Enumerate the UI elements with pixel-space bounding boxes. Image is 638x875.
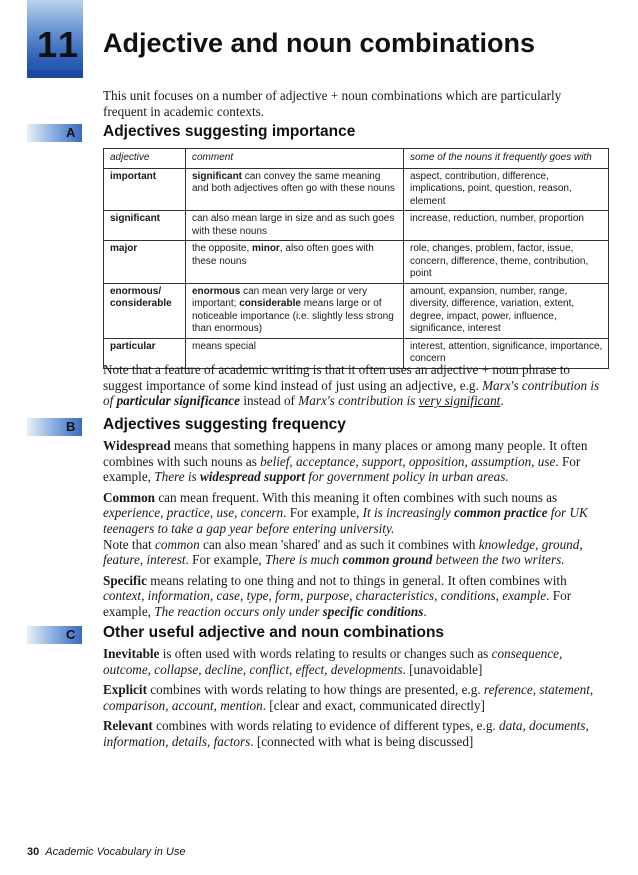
text-run: is often used with words relating to results or changes such as: [159, 646, 492, 661]
table-cell-adjective: particular: [104, 338, 186, 368]
page-number: 30: [27, 846, 40, 858]
unit-badge-bar: [27, 70, 83, 78]
section-a-title: Adjectives suggesting importance: [103, 123, 356, 140]
text-run: instead of: [240, 393, 299, 409]
italic-run: between the two writers.: [432, 552, 565, 568]
text-run: means that something happens in many places or among many people. It often combines with such nouns as: [103, 438, 588, 469]
text-run: . For example,: [103, 588, 572, 619]
text-run: . For example,: [185, 552, 266, 568]
italic-run: There is much: [265, 552, 343, 568]
bold-italic-run: common practice: [454, 505, 548, 521]
text-run: . [unavoidable]: [402, 661, 483, 677]
table-cell-comment: [186, 283, 404, 338]
comment-text: can convey the same meaning and both adjectives often go with these nouns: [192, 170, 395, 194]
table-header-comment: comment: [186, 149, 404, 169]
italic-run: context, information, case, type, form, purpose, characteristics, conditions, example: [103, 588, 547, 604]
comment-keyword: significant: [192, 170, 243, 182]
comment-keyword: minor: [252, 243, 280, 254]
table-cell-adjective: significant: [104, 211, 186, 241]
table-cell-nouns: interest, attention, significance, importance, concern: [404, 338, 609, 368]
common-paragraph: [103, 490, 608, 537]
comment-text: can mean very large or very important;: [192, 285, 368, 309]
adjective-table: [103, 148, 609, 369]
inevitable-paragraph: [103, 646, 608, 677]
widespread-paragraph: [103, 438, 608, 485]
table-cell-comment: means special: [186, 338, 404, 368]
table-row: [104, 241, 609, 284]
text-run: means relating to one thing and not to things in general. It often combines with: [146, 572, 567, 588]
text-run: . For example,: [283, 505, 363, 521]
table-cell-nouns: role, changes, problem, factor, issue, concern, difference, theme, contribution, point: [404, 241, 609, 284]
section-a-letter: A: [66, 125, 76, 140]
bold-italic-run: specific conditions: [322, 603, 424, 619]
text-run: .: [423, 603, 427, 619]
unit-title: Adjective and noun combinations: [103, 28, 536, 58]
italic-run: knowledge, ground, feature, interest: [103, 536, 583, 568]
italic-run: experience, practice, use, concern: [103, 505, 284, 521]
italic-run: common: [155, 536, 200, 552]
italic-run: for UK teenagers to take a gap year before entering university.: [103, 505, 588, 536]
comment-keyword: enormous: [192, 285, 241, 297]
specific-paragraph: [103, 573, 608, 620]
explicit-paragraph: [103, 682, 608, 713]
bold-italic-run: particular significance: [116, 393, 241, 409]
italic-run: Marx's contribution is: [298, 393, 419, 409]
book-title: Academic Vocabulary in Use: [45, 846, 186, 858]
italic-run: There is: [154, 469, 200, 485]
text-run: combines with words relating to how things are presented, e.g.: [146, 682, 484, 698]
comment-text: means large or of noticeable importance (i.e. slightly less strong than enormous): [192, 298, 394, 334]
comment-text: , also often goes with these nouns: [192, 243, 374, 267]
table-row: [104, 168, 609, 211]
underlined-run: very significant: [418, 393, 501, 409]
italic-run: The reaction occurs only under: [154, 603, 323, 619]
unit-number: 11: [37, 24, 82, 65]
italic-run: belief, acceptance, support, opposition, assumption, use: [260, 453, 556, 469]
italic-run: data, documents, information, details, factors: [103, 718, 589, 749]
bold-italic-run: widespread support: [199, 469, 306, 485]
italic-run: Marx's contribution is of: [103, 377, 600, 409]
term: Widespread: [103, 438, 171, 453]
comment-text: the opposite,: [192, 243, 253, 254]
table-cell-nouns: aspect, contribution, difference, implications, point, question, reason, element: [404, 168, 609, 211]
section-c-body: [103, 646, 608, 755]
text-run: . For example,: [103, 453, 581, 485]
bold-italic-run: common ground: [342, 552, 433, 568]
table-header-nouns: some of the nouns it frequently goes with: [404, 149, 609, 169]
text-run: . [clear and exact, communicated directly]: [262, 697, 485, 713]
text-run: .: [500, 393, 504, 409]
section-c-title: Other useful adjective and noun combinations: [103, 624, 445, 641]
table-cell-adjective: important: [104, 168, 186, 211]
table-cell-nouns: amount, expansion, number, range, diversity, difference, variation, extent, degree, impact, power, influence, significance, interest: [404, 283, 609, 338]
text-run: . [connected with what is being discussed]: [250, 733, 474, 749]
table-cell-nouns: increase, reduction, number, proportion: [404, 211, 609, 241]
text-run: combines with words relating to evidence of different types, e.g.: [152, 718, 500, 734]
common-note-paragraph: [103, 537, 608, 568]
section-c-letter: C: [66, 627, 76, 642]
page-footer: [27, 846, 185, 858]
unit-intro: This unit focuses on a number of adjective + noun combinations which are particularly frequent in academic contexts.: [103, 88, 562, 119]
table-row: [104, 211, 609, 241]
italic-run: It is increasingly: [362, 505, 455, 521]
italic-run: consequence, outcome, collapse, decline, conflict, effect, developments: [103, 646, 563, 677]
table-cell-comment: can also mean large in size and as such goes with these nouns: [186, 211, 404, 241]
relevant-paragraph: [103, 718, 608, 749]
term: Relevant: [103, 718, 153, 734]
italic-run: for government policy in urban areas.: [305, 469, 509, 485]
table-row: [104, 283, 609, 338]
table-cell-comment: [186, 241, 404, 284]
table-cell-adjective: enormous/ considerable: [104, 283, 186, 338]
term: Inevitable: [103, 646, 160, 661]
term: Common: [103, 489, 156, 505]
text-run: can also mean 'shared' and as such it combines with: [199, 536, 479, 552]
note-a-paragraph: [103, 362, 608, 409]
text-run: Note that: [103, 536, 156, 552]
section-b-letter: B: [66, 419, 76, 434]
text-run: Note that a feature of academic writing is that it often uses an adjective + noun phrase to suggest importance of some kind instead of just using an adjective, e.g.: [103, 362, 571, 393]
term: Specific: [103, 572, 147, 588]
section-b-body: [103, 438, 608, 625]
table-header-row: [104, 149, 609, 169]
comment-keyword: considerable: [239, 298, 301, 309]
term: Explicit: [103, 682, 147, 698]
text-run: can mean frequent. With this meaning it often combines with such nouns as: [155, 489, 558, 505]
table-cell-comment: [186, 168, 404, 211]
italic-run: reference, statement, comparison, account, mention: [103, 682, 594, 713]
section-b-title: Adjectives suggesting frequency: [103, 416, 346, 433]
table-header-adjective: adjective: [104, 149, 186, 169]
table-cell-adjective: major: [104, 241, 186, 284]
